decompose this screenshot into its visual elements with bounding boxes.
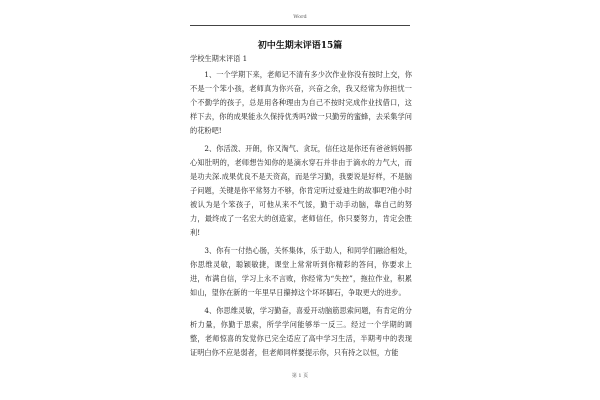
paragraph: 3、你有一付热心肠，关怀集体，乐于助人，和同学们融洽相处，你思维灵敏，聪颖敏捷，课堂上常常听到你精彩的答问，你要求上进，布满自信，学习上永不言败，你经常为“失控”，拖拉作业，积累如山，望你在新的一年里早日攥掉这个坏坏脚石，争取更大的进步。 (190, 246, 412, 297)
document-body (190, 68, 412, 364)
header-divider (190, 25, 410, 26)
paragraph: 2、你活泼、开朗，你又淘气、贪玩，信任这是你还有爸爸妈妈都心知肚明的，老师想告知你的是滴水穿石并非由于滴水的力气大，而是功夫深.成果优良不是天资高，而是学习勤，我要说是好样，不是脑子问题，关键是你平常努力不够，你肯定听过爱迪生的故事吧?他小时被认为是个笨孩子，可他从来不气馁，勤于动手动脑，靠自己的努力，最终成了一名宏大的创造家，老师信任，你只要努力，肯定会胜利! (190, 144, 412, 237)
section-heading: 学校生期末评语 1 (190, 54, 248, 63)
page-header: Word (293, 14, 307, 20)
paragraph: 1、一个学期下来，老师记不清有多少次作业你没有按时上交，你不是一个笨小孩，老师真为你兴奋，兴奋之余，我又经常为你担忧一个不勤学的孩子，总是用各种理由为自己不按时完成作业找借口，这样下去，你的成果能永久保持优秀吗?做一只勤劳的蜜蜂，去采集学问的花粉吧! (190, 70, 412, 135)
page-number: 第 1 页 (291, 373, 309, 379)
paragraph: 4、你思维灵敏，学习勤奋，喜爱开动脑筋思索问题，有肯定的分析力量，你勤于思索，所学学问能够举一反三。经过一个学期的调整，老师惊喜的发觉你已完全适应了高中学习生活，半期考中的表现证明白你不应是弱者，但老师同样要提示你，只有持之以恒，方能 (190, 306, 412, 357)
document-title: 初中生期末评语15篇 (257, 41, 343, 51)
